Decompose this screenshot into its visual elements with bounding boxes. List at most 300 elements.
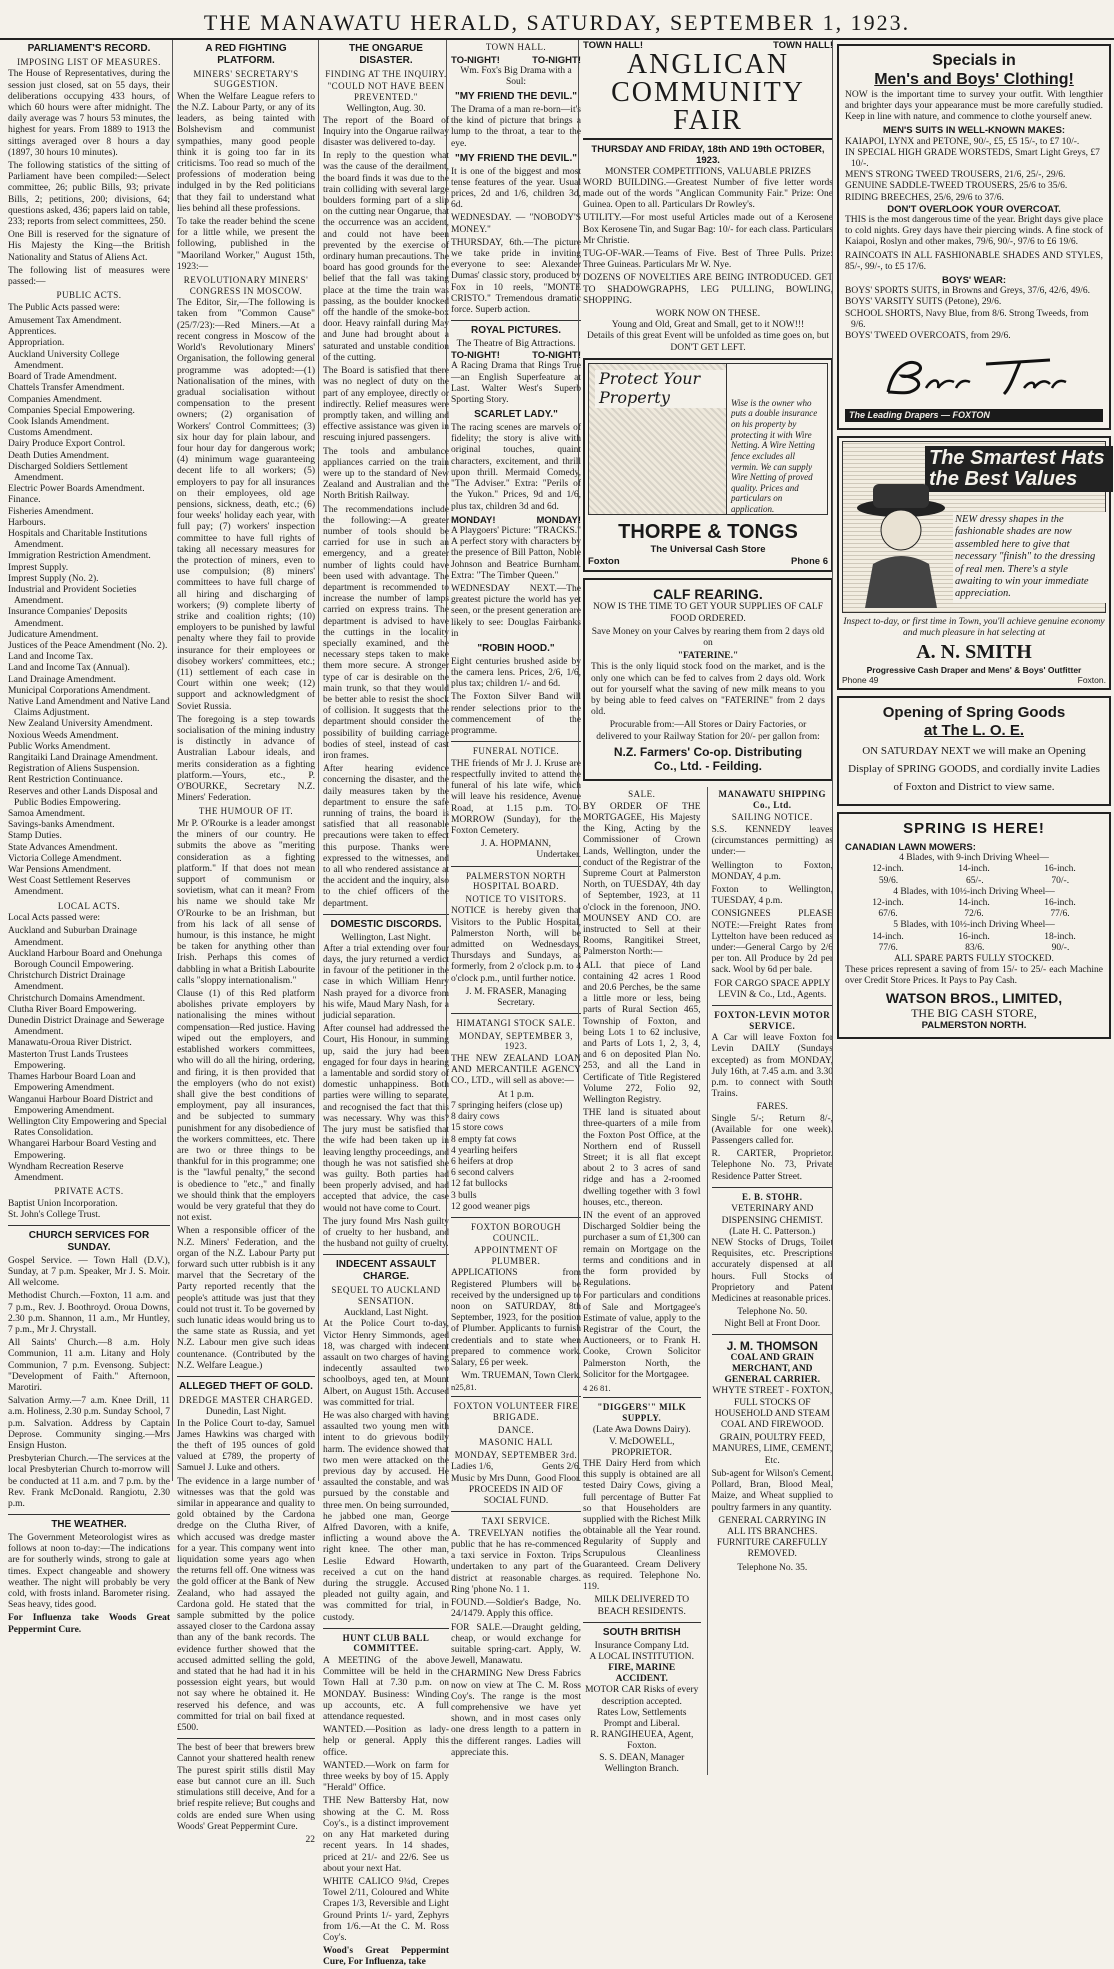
paragraph: For particulars and conditions of Sale and Mortgagee's Estimate of value, apply to the Registrar of the Court, the Auctioneers, or to Frank H. Cooke, Crown Solicitor Palmerston North, the Solicitor for the Mortgagee.: [583, 1291, 701, 1380]
right-notices: [707, 787, 833, 1775]
article-subheading: REVOLUTIONARY MINERS' CONGRESS IN MOSCOW.: [183, 275, 309, 296]
paragraph: Procurable from:—All Stores or Dairy Factories, or delivered to your Railway Station for 20/- per gallon from:: [596, 720, 820, 742]
show-title: SCARLET LADY.": [474, 409, 558, 421]
paragraph: The Board is satisfied that there was no neglect of duty on the part of any employee, directly or indirectly. Relief measures were promptly taken, and willing and effective assistance was given in rescuing injured passengers.: [323, 366, 449, 444]
paragraph: BY ORDER OF THE MORTGAGEE, His Majesty the King, Acting by the Commissioner of Crown Lands, Wellington, under the conduct of the Registrar of the Supreme Court at Palmerston North, on TUESDAY, 4th day of September, 1923, at 11 o'clock in the forenoon, JNO. MOUNSEY AND CO. are instructed to Sell at their Rooms, Rangitikei Street, Palmerston North:—: [583, 801, 701, 958]
paragraph: Local Acts passed were:: [8, 913, 101, 924]
barr-tyer-logo: [845, 352, 1103, 409]
article-heading: THE ONGARUE DISASTER.: [349, 43, 423, 66]
list-item: Land and Income Tax.: [8, 652, 94, 663]
fares-title: FARES.: [756, 1102, 788, 1113]
column-1: [8, 40, 170, 1635]
list-item: Discharged Soldiers Settlement Amendment.: [8, 461, 128, 483]
spring-here-ad: [837, 812, 1111, 1039]
paragraph: The recommendations include the following:—A greater number of tools should be carried for use in such an emergency, and a greater number of lights could have been used with advantage. The department is recommended to increase the number of lamps carried on express trains. The department is advised to have the cuttings in the locality specially examined, and the necessary steps taken to make them more secure. A stronger type of car is desirable on the main trunk, so that they would be better able to resist the shock of collision. It suggests that the department should consider the possibility of building carriage bodies of steel, instead of cast iron frames.: [323, 504, 449, 761]
paragraph: FOUND.—Soldier's Badge, No. 24/1479. Apply this office.: [451, 1598, 581, 1620]
paragraph: The jury found Mrs Nash guilty of cruelty to her husband, and the husband not guilty of cruelty.: [323, 1216, 449, 1250]
notice-heading: TAXI SERVICE.: [481, 1516, 551, 1527]
mower-size: 12-inch.: [872, 897, 904, 908]
list-item: Immigration Restriction Amendment.: [8, 551, 151, 562]
list-item: Samoa Amendment.: [8, 809, 86, 820]
stock-item: 12 fat bullocks: [451, 1179, 508, 1190]
notice-heading: SALE.: [628, 789, 656, 800]
list-item: Chattels Transfer Amendment.: [8, 383, 125, 394]
paragraph: THE NEW ZEALAND LOAN AND MERCANTILE AGENCY CO., LTD., will sell as above:—: [451, 1054, 581, 1087]
article-subheading: "COULD NOT HAVE BEEN PREVENTED.": [327, 81, 445, 102]
section-heading: MEN'S SUITS IN WELL-KNOWN MAKES:: [882, 125, 1066, 137]
notice-date: MONDAY, SEPTEMBER 3rd.: [454, 1449, 578, 1460]
fair-work: WORK NOW ON THESE.: [655, 309, 761, 320]
stock-item: 3 bulls: [451, 1190, 477, 1201]
list-item: Wanganui Harbour Board District and Empowering Amendment.: [8, 1094, 153, 1116]
hats-text: NEW dressy shapes in the fashionable shades are now assembled here to give that necessary "finish" to the dressing of real men. There's a style awaiting to win your immediate appreciation.: [953, 512, 1107, 603]
mower-size: 16-inch.: [1044, 864, 1076, 875]
list-item: Insurance Companies' Deposits Amendment.: [8, 607, 128, 629]
dateline: Wellington, Last Night.: [341, 932, 431, 943]
local-acts-list: [8, 926, 170, 1184]
list-item: BOYS' SPORTS SUITS, in Browns and Greys, 37/6, 42/6, 49/6.: [845, 286, 1090, 297]
notice-heading: FUNERAL NOTICE.: [472, 746, 560, 757]
mower-price: 67/6.: [878, 909, 898, 920]
list-item: Masterton Trust Lands Trustees Empowering.: [8, 1049, 129, 1071]
paragraph: The following statistics of the sitting of Parliament have been compiled:—Select committee, 26; public Bills, 93; private Bills, 2; petitions, 200; divisions, 64; questions asked, 436; papers laid on table, 233; reports from select committees, 250.: [8, 161, 170, 228]
paragraph: This is the only liquid stock food on the market, and is the only one which can be fed to calves from 2 days old. Work out for yourself what the saving of new milk means to you by being able to feed calves on "FATERINE" from 2 days old.: [591, 662, 825, 718]
notice-heading: FOXTON BOROUGH COUNCIL.: [470, 1221, 562, 1243]
show-title: "MY FRIEND THE DEVIL.": [454, 152, 578, 164]
list-item: Imprest Supply.: [8, 562, 69, 573]
fair-title: ANGLICAN: [626, 49, 790, 81]
classifieds: [323, 1725, 449, 1944]
paragraph: WEDNESDAY. — "NOBODY'S MONEY.": [451, 213, 581, 235]
watson-store: THE BIG CASH STORE,: [911, 1006, 1037, 1021]
tonight-left: TO-NIGHT!: [451, 54, 500, 66]
paragraph: The tools and ambulance appliances carried on the train were up to the standard of New Zealand and Australian and the North British Railway.: [323, 446, 449, 502]
sb-line: FIRE, MARINE ACCIDENT.: [608, 1662, 676, 1685]
stock-item: 15 store cows: [451, 1123, 504, 1134]
list-item: Wellington City Empowering and Special Rates Consolidation.: [8, 1116, 167, 1139]
list-item: Finance.: [8, 495, 41, 506]
paragraph: NOTICE is hereby given that Visitors to the Public Hospital, Palmerston North, will be admitted on Wednesdays, Thursdays and Sundays, as formerly, from 2 o'clock p.m. to 4 o'clock p.m., until further notice.: [451, 906, 581, 984]
list-item: Amusement Tax Amendment.: [8, 316, 122, 327]
article-subheading: FINDING AT THE INQUIRY.: [325, 68, 447, 79]
paragraph: A MEETING of the above Committee will be held in the Town Hall at 7.30 p.m. on MONDAY. Business: Winding up accounts, etc. A full attendance requested.: [323, 1656, 449, 1723]
ref-code: 4 26 81.: [583, 1383, 611, 1394]
paragraph: THE Dairy Herd from which this supply is obtained are all tested Dairy Cows, giving a full percentage of Butter Fat so that Householders are supplied with the Richest Milk obtainable all the Year round. Regularity of Supply and Scrupulous Cleanliness Guaranteed. Cream Delivery as required. Telephone No. 119.: [583, 1458, 701, 1593]
paragraph: WEDNESDAY NEXT.—The greatest picture the world has yet seen, or the present generation are likely to see: Douglas Fairbanks in: [451, 583, 581, 639]
venue-left: TOWN HALL!: [583, 40, 643, 51]
smith-town: Foxton.: [1077, 675, 1106, 686]
paragraph: In reply to the question what was the cause of the derailment, the board finds it was due to the train colliding with several large boulders forming part of a slip on the cutting near Ongarue, that the occurrence was an accident, and could not have been prevented by the exercise of ordinary human precautions. The board has good grounds for the belief that the fall was taking place at the time the train was passing, as the boulder knocked off the handle of the smoke-box door. Heavy rainfall during May and June had brought about a saturated and unstable condition of the cutting.: [323, 151, 449, 363]
paragraph: Inspect to-day, or first time in Town, you'll achieve genuine economy and much pleasure in hat selecting at: [843, 617, 1105, 639]
list-item: Stamp Duties.: [8, 831, 62, 842]
paragraph: S.S. KENNEDY leaves (circumstances permitting) as under:—: [711, 824, 833, 858]
section-title: PRIVATE ACTS.: [54, 1186, 124, 1197]
church-service: Salvation Army.—7 a.m. Knee Drill, 11 a.m. Holiness, 2.30 p.m. Sunday School, 7 p.m. Salvation. Address by Captain Deprose. Community singing.—Mrs Ensign Huston.: [8, 1396, 170, 1451]
church-service: All Saints' Church.—8 a.m. Holy Communion, 11 a.m. Litany and Holy Communion, 7 p.m. Evensong. Subject: "Development of Faith." Afternoon, Marotiri.: [8, 1338, 170, 1393]
list-item: Appropriation.: [8, 338, 65, 349]
boys-list: [845, 286, 1103, 342]
thorpe-town: Foxton: [588, 555, 620, 567]
paragraph: TUG-OF-WAR.—Teams of Five. Best of Three Pulls. Prize: Three Guineas. Particulars Mr W. Nye.: [583, 249, 833, 271]
telephone: Telephone No. 50.: [737, 1307, 808, 1318]
list-item: BOYS' VARSITY SUITS (Petone), 29/6.: [845, 297, 1002, 308]
paragraph: ALL that piece of Land containing 42 acres 1 Rood and 20.6 Perches, be the same a little more or less, being parts of Rural Section 465, Township of Foxton, and being Lots 1 to 62 inclusive, and Parts of Lots 1, 2, 3, 4, and 6 on deposited Plan No. 253, and all the Land in Certificate of Title Registered Volume 272, Folio 92, Wellington Registry.: [583, 960, 701, 1106]
list-item: Clutha River Board Empowering.: [8, 1004, 137, 1015]
notice-subheading: NOTICE TO VISITORS.: [465, 893, 567, 904]
section-title: PUBLIC ACTS.: [56, 290, 122, 301]
section-heading: BOYS' WEAR:: [941, 275, 1006, 286]
list-item: Registration of Aliens Suspension.: [8, 764, 140, 775]
notice-heading: "DIGGERS'" MILK SUPPLY.: [597, 1402, 687, 1423]
paragraph: FOR SALE.—Draught gelding, cheap, or would exchange for suitable spring-cart. Apply, W. Jewell, Manawatu.: [451, 1622, 581, 1667]
stock-item: 12 good weaner pigs: [451, 1201, 530, 1212]
notice-subheading: DANCE.: [497, 1424, 535, 1435]
list-item: Whangarei Harbour Board Vesting and Empowering.: [8, 1139, 157, 1161]
show-title: "ROBIN HOOD.": [477, 642, 555, 654]
specials-ad: [837, 44, 1111, 430]
protect-property-ad: [583, 358, 833, 572]
paragraph: R. CARTER, Proprietor. Telephone No. 73, Private Residence Patter Street.: [711, 1149, 833, 1182]
church-service: Gospel Service. — Town Hall (D.V.), Sunday, at 7 p.m. Speaker, Mr J. S. Moir. All welcome.: [8, 1255, 170, 1289]
article-subheading: IMPOSING LIST OF MEASURES.: [17, 56, 161, 67]
list-item: Justices of the Peace Amendment (No. 2).: [8, 640, 168, 651]
notice-heading: MANAWATU SHIPPING Co., Ltd.: [718, 789, 827, 810]
tonight-left: TO-NIGHT!: [451, 350, 500, 362]
beach-note: MILK DELIVERED TO BEACH RESIDENTS.: [594, 1595, 690, 1617]
section-heading: CANADIAN LAWN MOWERS:: [845, 841, 976, 853]
price-ladies: Ladies 1/6,: [451, 1462, 494, 1473]
notice-subheading: APPOINTMENT OF PLUMBER.: [473, 1245, 559, 1266]
list-item: SCHOOL SHORTS, Navy Blue, from 8/6. Strong Tweeds, from 9/6.: [845, 308, 1089, 330]
thorpe-title: THORPE & TONGS: [618, 520, 798, 543]
paragraph: FOR CARGO SPACE APPLY LEVIN & Co., Ltd., Agents.: [714, 978, 831, 1000]
paragraph: Wellington to Foxton, MONDAY, 4 p.m.: [711, 860, 833, 882]
list-item: Imprest Supply (No. 2).: [8, 573, 99, 584]
specials-title: Men's and Boys' Clothing!: [874, 70, 1074, 88]
paragraph: It is one of the biggest and most tense features of the year. Usual prices, 2d and 1/6, children 3d, 6d.: [451, 166, 581, 211]
proceeds: PROCEEDS IN AID OF SOCIAL FUND.: [468, 1484, 564, 1507]
mowers-table: [845, 853, 1103, 954]
paragraph: Eight centuries brushed aside by the camera lens. Prices, 2/6, 1/6, plus tax; children 1/- and 6d.: [451, 656, 581, 690]
mower-price: 70/-.: [1051, 875, 1070, 886]
paragraph: One Bill is reserved for the signature of His Majesty the King—the British Nationality and Status of Aliens Act.: [8, 230, 170, 263]
mower-group-label: 4 Blades, with 10½-inch Driving Wheel—: [893, 886, 1055, 897]
list-item: Savings-banks Amendment.: [8, 820, 115, 831]
mower-prices-row: [845, 876, 1103, 887]
mower-price: 59/6.: [878, 875, 899, 886]
list-item: IN SPECIAL HIGH GRADE WORSTEDS, Smart Light Greys, £7 10/-.: [845, 147, 1100, 169]
list-item: KAIAPOI, LYNX and PETONE, 90/-, £5, £5 15/-, to £7 10/-.: [845, 136, 1080, 147]
mower-prices-row: [845, 943, 1103, 954]
mower-price: 83/6.: [965, 942, 985, 953]
column-3: [318, 40, 449, 1968]
mower-prices-row: [845, 909, 1103, 920]
paragraph: IN the event of an approved Discharged Soldier being the purchaser a sum of £1,300 can remain on Mortgage on the terms and conditions and in the form provided by Regulations.: [583, 1211, 701, 1289]
dateline: Wellington, Aug. 30.: [346, 104, 426, 115]
stock-time: At 1 p.m.: [498, 1089, 534, 1100]
list-item: Christchurch Domains Amendment.: [8, 993, 145, 1004]
paragraph: He was also charged with having assaulted two young men with intent to do grievous bodily harm. The evidence showed that two men were attacked on the previous day by accused. He assaulted the constable, and was pursued by the constable and three men. On being surrounded, he jabbed one man, George Alfred Davoren, with a knife, inflicting a wound above the right knee. The other man, Leslie Edward Howarth, received a cut on the hand during the struggle. Accused pleaded not guilty again, and was committed for trial, in custody.: [323, 1410, 449, 1623]
royal-sub: The Theatre of Big Attractions.: [456, 339, 576, 350]
paragraph: These prices represent a saving of from 15/- to 25/- each Machine over Credit Store Prices. It Pays to Pay Cash.: [845, 965, 1103, 987]
fair-prizes: MONSTER COMPETITIONS, VALUABLE PRIZES: [604, 166, 812, 177]
spring-goods-title: Opening of Spring Goods: [882, 704, 1066, 722]
article-heading: THE WEATHER.: [51, 1519, 127, 1531]
list-item: Auckland Harbour Board and Onehunga Borough Council Empowering.: [8, 948, 163, 971]
column-2: [172, 40, 315, 1845]
stock-item: 4 yearling heifers: [451, 1145, 518, 1156]
spare-parts: ALL SPARE PARTS FULLY STOCKED.: [894, 953, 1054, 964]
list-item: Electric Power Boards Amendment.: [8, 484, 145, 495]
paragraph: The House of Representatives, during the session just closed, sat on 55 days, their deliberations occupying 433 hours, of which 60 hours were after midnight. The daily average was 7 hours 53 minutes, the highest for years. From 1889 to 1913 the sittings averaged over 8 hours a day (1897, 30 hours 10 minutes).: [8, 69, 170, 158]
venue-right: TOWN HALL!: [773, 40, 833, 51]
paragraph: A. TREVELYAN notifies the public that he has re-commenced a taxi service in Foxton. Trips undertaken to any part of the district at reasonable charges. Ring 'phone No. 1 1.: [451, 1528, 581, 1595]
watson-name: WATSON BROS., LIMITED,: [885, 989, 1063, 1006]
paragraph: WORD BUILDING.—Greatest Number of five letter words made out of the words "Anglican Community Fair." Prize: One Guinea. Open to all. Particulars Dr Rowley's.: [583, 177, 833, 211]
article-heading: A RED FIGHTING PLATFORM.: [205, 43, 287, 66]
mower-sizes-row: [845, 932, 1103, 943]
church-list: [8, 1256, 170, 1510]
list-item: Reserves and other Lands Disposal and Public Bodies Empowering.: [8, 786, 158, 808]
list-item: Noxious Weeds Amendment.: [8, 730, 119, 741]
ad-line: For Influenza take Woods Great Peppermint Cure.: [8, 1613, 170, 1635]
mower-group-label: 5 Blades, with 10½-inch Driving Wheel—: [893, 920, 1055, 931]
notice-heading: E. B. STOHR.: [741, 1191, 803, 1202]
list-item: MEN'S STRONG TWEED TROUSERS, 21/6, 25/-, 29/6.: [845, 170, 1066, 181]
sb-line: Insurance Company Ltd.: [594, 1640, 689, 1651]
barr-tag: The Leading Drapers — FOXTON: [845, 409, 1103, 422]
masthead: THE MANAWATU HERALD, SATURDAY, SEPTEMBER 1, 1923.: [0, 4, 1114, 40]
mower-size: 14-inch.: [958, 864, 990, 875]
article-subheading: MINERS' SECRETARY'S SUGGESTION.: [193, 68, 299, 90]
section-title: LOCAL ACTS.: [57, 900, 121, 911]
list-item: Christchurch District Drainage Amendment.: [8, 971, 126, 993]
public-acts-list: [8, 316, 170, 899]
column-4: [446, 40, 581, 1758]
show-intro: Wm. Fox's Big Drama with a Soul:: [460, 65, 572, 88]
barr-tyer-script: [874, 352, 1074, 398]
list-item: Manawatu-Oroua River District.: [8, 1038, 132, 1049]
list-item: Dairy Produce Export Control.: [8, 439, 126, 450]
list-item: West Coast Settlement Reserves Amendment.: [8, 876, 131, 898]
paragraph: THE land is situated about three-quarters of a mile from the Foxton Post Office, at the Northern end of Russell Street; it is all flat except about 2 to 3 acres of sand ridge and has a 2-roomed dwelling together with 3 fowl houses, etc., thereon.: [583, 1108, 701, 1208]
church-service: Methodist Church.—Foxton, 11 a.m. and 7 p.m., Rev. J. Boothroyd. Oroua Downs, 2.30 p.m. Shannon, 11 a.m., Mr Huntley, 7 p.m., Mr J. Chrystall.: [8, 1291, 170, 1335]
mower-price: 77/6.: [1050, 909, 1070, 920]
paragraph: ON SATURDAY NEXT we will make an Opening Display of SPRING GOODS, and cordially invite Ladies of Foxton and District to view same.: [848, 745, 1100, 793]
list-item: Auckland University College Amendment.: [8, 349, 120, 371]
paragraph: The Public Acts passed were:: [8, 302, 120, 313]
watson-town: PALMERSTON NORTH.: [921, 1020, 1027, 1032]
list-item: War Pensions Amendment.: [8, 865, 111, 876]
paragraph: Foxton to Wellington, TUESDAY, 4 p.m.: [711, 884, 833, 907]
paragraph: Save Money on your Calves by rearing them from 2 days old on: [591, 626, 825, 648]
paragraph: NEW Stocks of Drugs, Toilet Requisites, etc. Prescriptions accurately dispensed at all hours. Full Stocks of Proprietory and Patent Medicines at reasonable prices.: [711, 1238, 833, 1305]
venue: TOWN HALL.: [485, 42, 547, 52]
notice-subheading: COAL AND GRAIN MERCHANT, AND GENERAL CARRIER.: [724, 1352, 821, 1386]
classified-ad: THE New Battersby Hat, now showing at the C. M. Ross Coy's., is a distinct improvement on any Hat marketed during recent years. In 14 shades, priced at 21/- and 22/6. See us about your next Hat.: [323, 1796, 449, 1874]
mower-price: 65/-.: [965, 875, 984, 886]
protect-banner: Protect Your Property: [595, 370, 726, 408]
list-item: Native Land Amendment and Native Land Claims Adjustment.: [8, 696, 170, 719]
music: Music by Mrs Dunn,: [451, 1473, 531, 1484]
private-acts-list: [8, 1199, 170, 1221]
verse: The best of beer that brewers brew Cannot your shattered health renew The purest spirit stills distil May ease but cannot cure an ill. Such stimulations still deceive, And for a brief respite relieve; But coughs and colds are ended sure When using Woods' Great Peppermint Cure.: [177, 1743, 315, 1832]
owner: V. McDOWELL, PROPRIETOR.: [608, 1436, 675, 1458]
mower-price: 77/6.: [878, 942, 898, 953]
verse-number: 22: [305, 1834, 315, 1845]
article-heading: DOMESTIC DISCORDS.: [330, 918, 442, 930]
list-item: Industrial and Provident Societies Amendment.: [8, 584, 137, 607]
list-item: Apprentices.: [8, 327, 57, 338]
paragraph: After counsel had addressed the Court, His Honour, in summing up, said the jury had been engaged for four days in hearing a lamentable and sordid story of domestic unhappiness. Both parties were willing to separate, and recognised the fact that this was necessary. Why was this? The jury must be satisfied that the wife had been taken up in leaving lengthy proceedings, and though he was not satisfied she was guilty. Both parties had been properly advised, and had accepted that advice, the case would not have come to Court.: [323, 1024, 449, 1214]
smith-phone: Phone 49: [842, 675, 879, 686]
stock-item: 6 second calvers: [451, 1168, 514, 1179]
man-in-hat-icon: [851, 478, 951, 608]
article-subheading: SEQUEL TO AUCKLAND SENSATION.: [331, 1284, 441, 1306]
column-6: [832, 40, 1111, 1481]
list-item: Rangitaiki Land Drainage Amendment.: [8, 753, 158, 763]
spring-goods-title: at The L. O. E.: [923, 721, 1024, 739]
mower-sizes-row: [845, 898, 1103, 909]
list-item: Companies Special Empowering.: [8, 405, 135, 416]
list-item: Land and Income Tax (Annual).: [8, 663, 130, 674]
list-item: State Advances Amendment.: [8, 842, 118, 853]
article-heading: INDECENT ASSAULT CHARGE.: [336, 1259, 436, 1283]
mower-size: 16-inch.: [1044, 897, 1076, 908]
section-heading: DON'T OVERLOOK YOUR OVERCOAT.: [887, 203, 1061, 215]
paragraph: RAINCOATS IN ALL FASHIONABLE SHADES AND STYLES, 85/-, 99/-, to £5 17/6.: [845, 250, 1103, 272]
venue: MASONIC HALL: [479, 1437, 553, 1448]
paragraph: A Playgoers' Picture: "TRACKS." A perfect story with characters by the presence of Bill Patton, Noble Johnson and Beatrice Burnham. Extra: "The Timber Queen.": [451, 525, 581, 581]
article-heading: CHURCH SERVICES FOR SUNDAY.: [28, 1230, 150, 1253]
sb-line: R. RANGIHEUEA, Agent, Foxton.: [590, 1730, 694, 1752]
paragraph: At the Police Court to-day, Victor Henry Simmonds, aged 18, was charged with indecent assault on two charges of having indecently assaulted two schoolboys, aged ten, at Mount Albert, on August 15th. Accused was committed for trial.: [323, 1319, 449, 1408]
list-item: Hospitals and Charitable Institutions Amendment.: [8, 528, 148, 551]
mower-sizes-row: [845, 864, 1103, 875]
mower-size: 14-inch.: [872, 931, 904, 942]
fence-illustration: [588, 363, 828, 515]
notice-heading: SOUTH BRITISH: [602, 1626, 681, 1638]
paragraph: The foregoing is a step towards socialisation of the mining industry is distinctly in advance of Australian Labour ideals, and merits consideration as a fighting platform.—Yours, etc., P. O'BOURKE, Secretary N.Z. Miners' Federation.: [177, 714, 315, 804]
fair-dates: THURSDAY AND FRIDAY, 18th AND 19th OCTOBER, 1923.: [591, 144, 825, 167]
paragraph: DOZENS OF NOVELTIES ARE BEING INTRODUCED. GET TO SHADOWGRAPHS, LEG PULLING, BOWLING, SHOPPING.: [583, 273, 833, 306]
list-item: Fisheries Amendment.: [8, 506, 94, 517]
sb-line: Rates Low, Settlements Prompt and Liberal.: [597, 1707, 687, 1729]
monday-right: MONDAY!: [536, 514, 581, 526]
paragraph: Mr P. O'Rourke is a leader amongst the miners of our country. He submits the above as "meriting consideration as a fighting platform." If that does not mean support of communism or sovietism, what can it mean? From his name we should take Mr O'Rourke to be an Irishman, but from his lack of all sense of humour, is this instance, he might be taken for anything other than Irish. Perhaps this comes of dabbling in what a British Labourite calls "sloppy internationalism.": [177, 819, 315, 986]
paragraph: The Editor, Sir,—The following is taken from "Common Cause" (25/7/23):—Red Miners.—At a recent congress in Moscow of the World's Revolutionary Miners' Organisation, the following general programme was adopted:—(1) Nationalisation of the mines, with gradual socialisation without compensation to the present owners; (2) organisation of Workers' Control Committees; (3) six hour day for plain labour, and four hour day for dangerous work; (4) minimum wage guaranteeing decent life to all workers; (5) employers to pay for all insurances on their employees, old age pensions, sickness, death, etc.; (6) four weeks' holiday each year, with full pay; (7) workers' inspection committee to have full rights of taking all necessary measures for the protection of miners, even to use compulsion; (8) miners' committees to have full charge of all hiring and discharging of workers; (9) complete liberty of strike and coalition rights; (10) employers to be punished by lawful penalty where they fail to provide insurance for their employees or disobey workers' committees, etc.; (11) settlement of each case in Court within one week; (12) support and acknowledgment of Soviet Russia.: [177, 298, 315, 712]
sb-line: MOTOR CAR Risks of every description accepted.: [585, 1685, 699, 1707]
night-bell: Night Bell at Front Door.: [724, 1318, 821, 1329]
list-item: GENUINE SADDLE-TWEED TROUSERS, 25/6 to 35/6.: [845, 181, 1068, 192]
list-item: RIDING BREECHES, 25/6, 29/6 to 37/6.: [845, 192, 1004, 203]
paragraph: NOW is the important time to survey your outfit. With lengthier and brighter days your appearance must be more carefully studied. Keep in line with nature, and commence to clothe yourself anew.: [845, 89, 1103, 123]
paragraph: THURSDAY, 6th.—The picture we take pride in inviting everyone to see: Alexander Dumas' classic story, produced by Fox in 10 reels, "MONTE CRISTO." Tremendous dramatic force. Superb action.: [451, 237, 581, 316]
protect-text: Wise is the owner who puts a double insurance on his property by protecting it with Wire Netting. A Wire Netting fence excludes all vermin. We can supply Wire Netting of proved quality. Prices and particulars on application.: [726, 364, 827, 514]
list-item: Harbours.: [8, 517, 46, 528]
sb-line: S. S. DEAN, Manager Wellington Branch.: [599, 1752, 685, 1774]
list-item: Municipal Corporations Amendment.: [8, 685, 151, 696]
notice-heading: FOXTON-LEVIN MOTOR SERVICE.: [714, 1010, 831, 1031]
ad-line: Wood's Great Peppermint Cure, For Influenza, take: [323, 1946, 449, 1968]
notice-subheading: VETERINARY AND DISPENSING CHEMIST.: [721, 1204, 823, 1226]
paragraph: UTILITY.—For most useful Articles made out of a Kerosene Box Kerosene Tin, and Sugar Bag: 10/- for each class. Particulars Mr Christie.: [583, 213, 833, 246]
mower-price: 90/-.: [1051, 942, 1070, 953]
fair-title: COMMUNITY FAIR: [583, 79, 833, 140]
notice-subheading: (Late H. C. Patterson.): [729, 1226, 816, 1237]
calf-company: N.Z. Farmers' Co-op. Distributing: [613, 744, 803, 759]
mower-size: 16-inch.: [958, 931, 990, 942]
hats-ad: [837, 436, 1111, 690]
signature-line: J. A. HOPMANN,: [481, 839, 551, 850]
price-gents: Gents 2/6.: [541, 1462, 581, 1473]
notice-heading: HUNT CLUB BALL COMMITTEE.: [342, 1632, 430, 1654]
hats-banner: The Smartest Hats the Best Values: [925, 446, 1113, 492]
paragraph: The following list of measures were passed:—: [8, 265, 170, 288]
stock-item: 8 dairy cows: [451, 1112, 500, 1123]
smith-name: A. N. SMITH: [916, 641, 1032, 664]
paragraph: Clause (1) of this Red platform abolishes private employers by nationalising the mines without compensation—Red justice. Having wiped out the employers, and established workers committees, who will do all the hiring, ordering, and firing, it is then provided that the employers (who do not exist) shall give the best conditions of employment, pay all insurances, and be subjected to summary punishment for any disobedience of the workers committees, etc. There are two or three things to be thankful for in this programme; one is the "lawful penalty," the second is obedience to "etc.," and finally we should think that the employers would be very grateful that they do not exist.: [177, 989, 315, 1224]
list-item: Wyndham Recreation Reserve Amendment.: [8, 1161, 124, 1183]
paragraph: NOW IS THE TIME TO GET YOUR SUPPLIES OF CALF FOOD ORDERED.: [592, 602, 824, 624]
mower-size: 12-inch.: [872, 864, 904, 875]
spring-goods-ad: [837, 696, 1111, 806]
makes-list: [845, 137, 1103, 204]
fair-young: Young and Old, Great and Small, get to it NOW!!!: [611, 320, 805, 331]
list-item: Public Works Amendment.: [8, 741, 111, 752]
ref-code: n25,81.: [451, 1382, 477, 1393]
notice-heading: HIMATANGI STOCK SALE.: [456, 1018, 576, 1029]
notice-heading: FOXTON VOLUNTEER FIRE BRIGADE.: [453, 1401, 579, 1423]
spring-here-title: SPRING IS HERE!: [903, 820, 1045, 838]
notice-heading: PALMERSTON NORTH HOSPITAL BOARD.: [466, 870, 566, 892]
dateline: Auckland, Last Night.: [343, 1308, 429, 1319]
classified-ad: WHITE CALICO 9¾d, Crepes Towel 2/11, Coloured and White Crapes 1/3, Reversible and Light Ground Prints 1/- yard, Zephyrs from 1/6.—At the C. M. Ross Coy's.: [323, 1876, 449, 1943]
paragraph: To take the reader behind the scene for a little while, we present the following, published in the "Maoriland Worker," August 15th, 1923:—: [177, 217, 315, 272]
paragraph: The report of the Board of Inquiry into the Ongarue railway disaster was delivered to-day.: [323, 115, 449, 149]
church-service: Presbyterian Church.—The services at the local Presbyterian Church to-morrow will be conducted at 11 a.m. and 7 p.m. by the Rev. Frank McDonald. Rangiotu, 2.30 p.m.: [8, 1454, 170, 1509]
classified-ad: WANTED.—Work on farm for three weeks by boy of 15. Apply "Herald" Office.: [323, 1760, 449, 1794]
paragraph: CONSIGNEES PLEASE NOTE:—Freight Rates from Lyttelton have been reduced as under:—General Cargo by 2/6 per ton. All Produce by 2d per sack. Wool by 6d per bale.: [711, 909, 833, 976]
smith-sub: Progressive Cash Draper and Mens' & Boys' Outfitter: [866, 665, 1082, 676]
show-title: "MY FRIEND THE DEVIL.": [454, 91, 578, 103]
list-item: Dunedin District Drainage and Sewerage Amendment.: [8, 1016, 165, 1038]
calf-brand: "FATERINE.": [677, 651, 739, 662]
tonight-right: TO-NIGHT!: [532, 54, 581, 66]
signature-line: Wm. TRUEMAN, Town Clerk.: [461, 1371, 581, 1382]
paragraph: Details of this great Event will be unfolded as time goes on, but DON'T GET LEFT.: [587, 331, 829, 353]
mower-size: 14-inch.: [958, 897, 990, 908]
notice-subheading: (Late Awa Downs Dairy).: [592, 1425, 691, 1436]
address: WHYTE STREET - FOXTON,: [712, 1386, 833, 1397]
paragraph: The evidence in a large number of witnesses was that the gold was similar in appearance and quality to gold obtained by the Cardona dredge on the Clutha River, of which accused was dredge master for a year. This company went into liquidation some years ago when the returns fell off. One witness was the gold officer at the Bank of New Zealand, who had assayed the Cardona gold. He stated that the sample submitted by the police assayed closer to the Cardona assay than any of the bank records. The evidence further showed that the accused admitted selling the gold, and stated that he had had it in his possession eight years, but would not say where he obtained it. He reserved his defence, and was committed for trial on bail fixed at £500.: [177, 1476, 315, 1734]
list-item: Victoria College Amendment.: [8, 853, 122, 864]
paragraph: Sub-agent for Wilson's Cement. Pollard, Bran, Blood Meal, Maize, and Wheat supplied to poultry farmers in any quantity.: [711, 1468, 833, 1513]
paragraph: The racing scenes are marvels of fidelity; the story is alive with original touches, quaint characters, excitement, and thrill upon thrill. Mermaid Comedy, "The Adviser." Extra: "Perils of the Yukon." Prices, 9d and 1/6, plus tax, children 3d and 6d.: [451, 423, 581, 512]
paragraph: After hearing evidence concerning the disaster, and the daily measures taken by the department to ensure the safe running of trains, the board is satisfied that all reasonable precautions were taken to effect this purpose. Thanks were expressed to the witnesses, and to all who rendered assistance at the accident and the inquiry, also to the chief officers of the department.: [323, 764, 449, 909]
notice-heading: J. M. THOMSON: [726, 1338, 818, 1353]
paragraph: FULL STOCKS OF HOUSEHOLD AND STEAM COAL AND FIREWOOD.: [714, 1397, 830, 1431]
paragraph: After a trial extending over four days, the jury returned a verdict in favour of the petitioner in the case in which William Henry Nash prayed for a divorce from his wife, Maud Mary Nash, for a judicial separation.: [323, 943, 449, 1022]
list-item: Customs Amendment.: [8, 428, 93, 439]
list-item: Death Duties Amendment.: [8, 450, 110, 461]
calf-title: CALF REARING.: [653, 585, 763, 602]
stock-item: 7 springing heifers (close up): [451, 1100, 563, 1111]
notice-subheading: SAILING NOTICE.: [731, 812, 813, 823]
article-subheading: THE HUMOUR OF IT.: [198, 806, 294, 817]
sale-notice: [583, 787, 701, 1775]
tonight-right: TO-NIGHT!: [532, 350, 581, 362]
